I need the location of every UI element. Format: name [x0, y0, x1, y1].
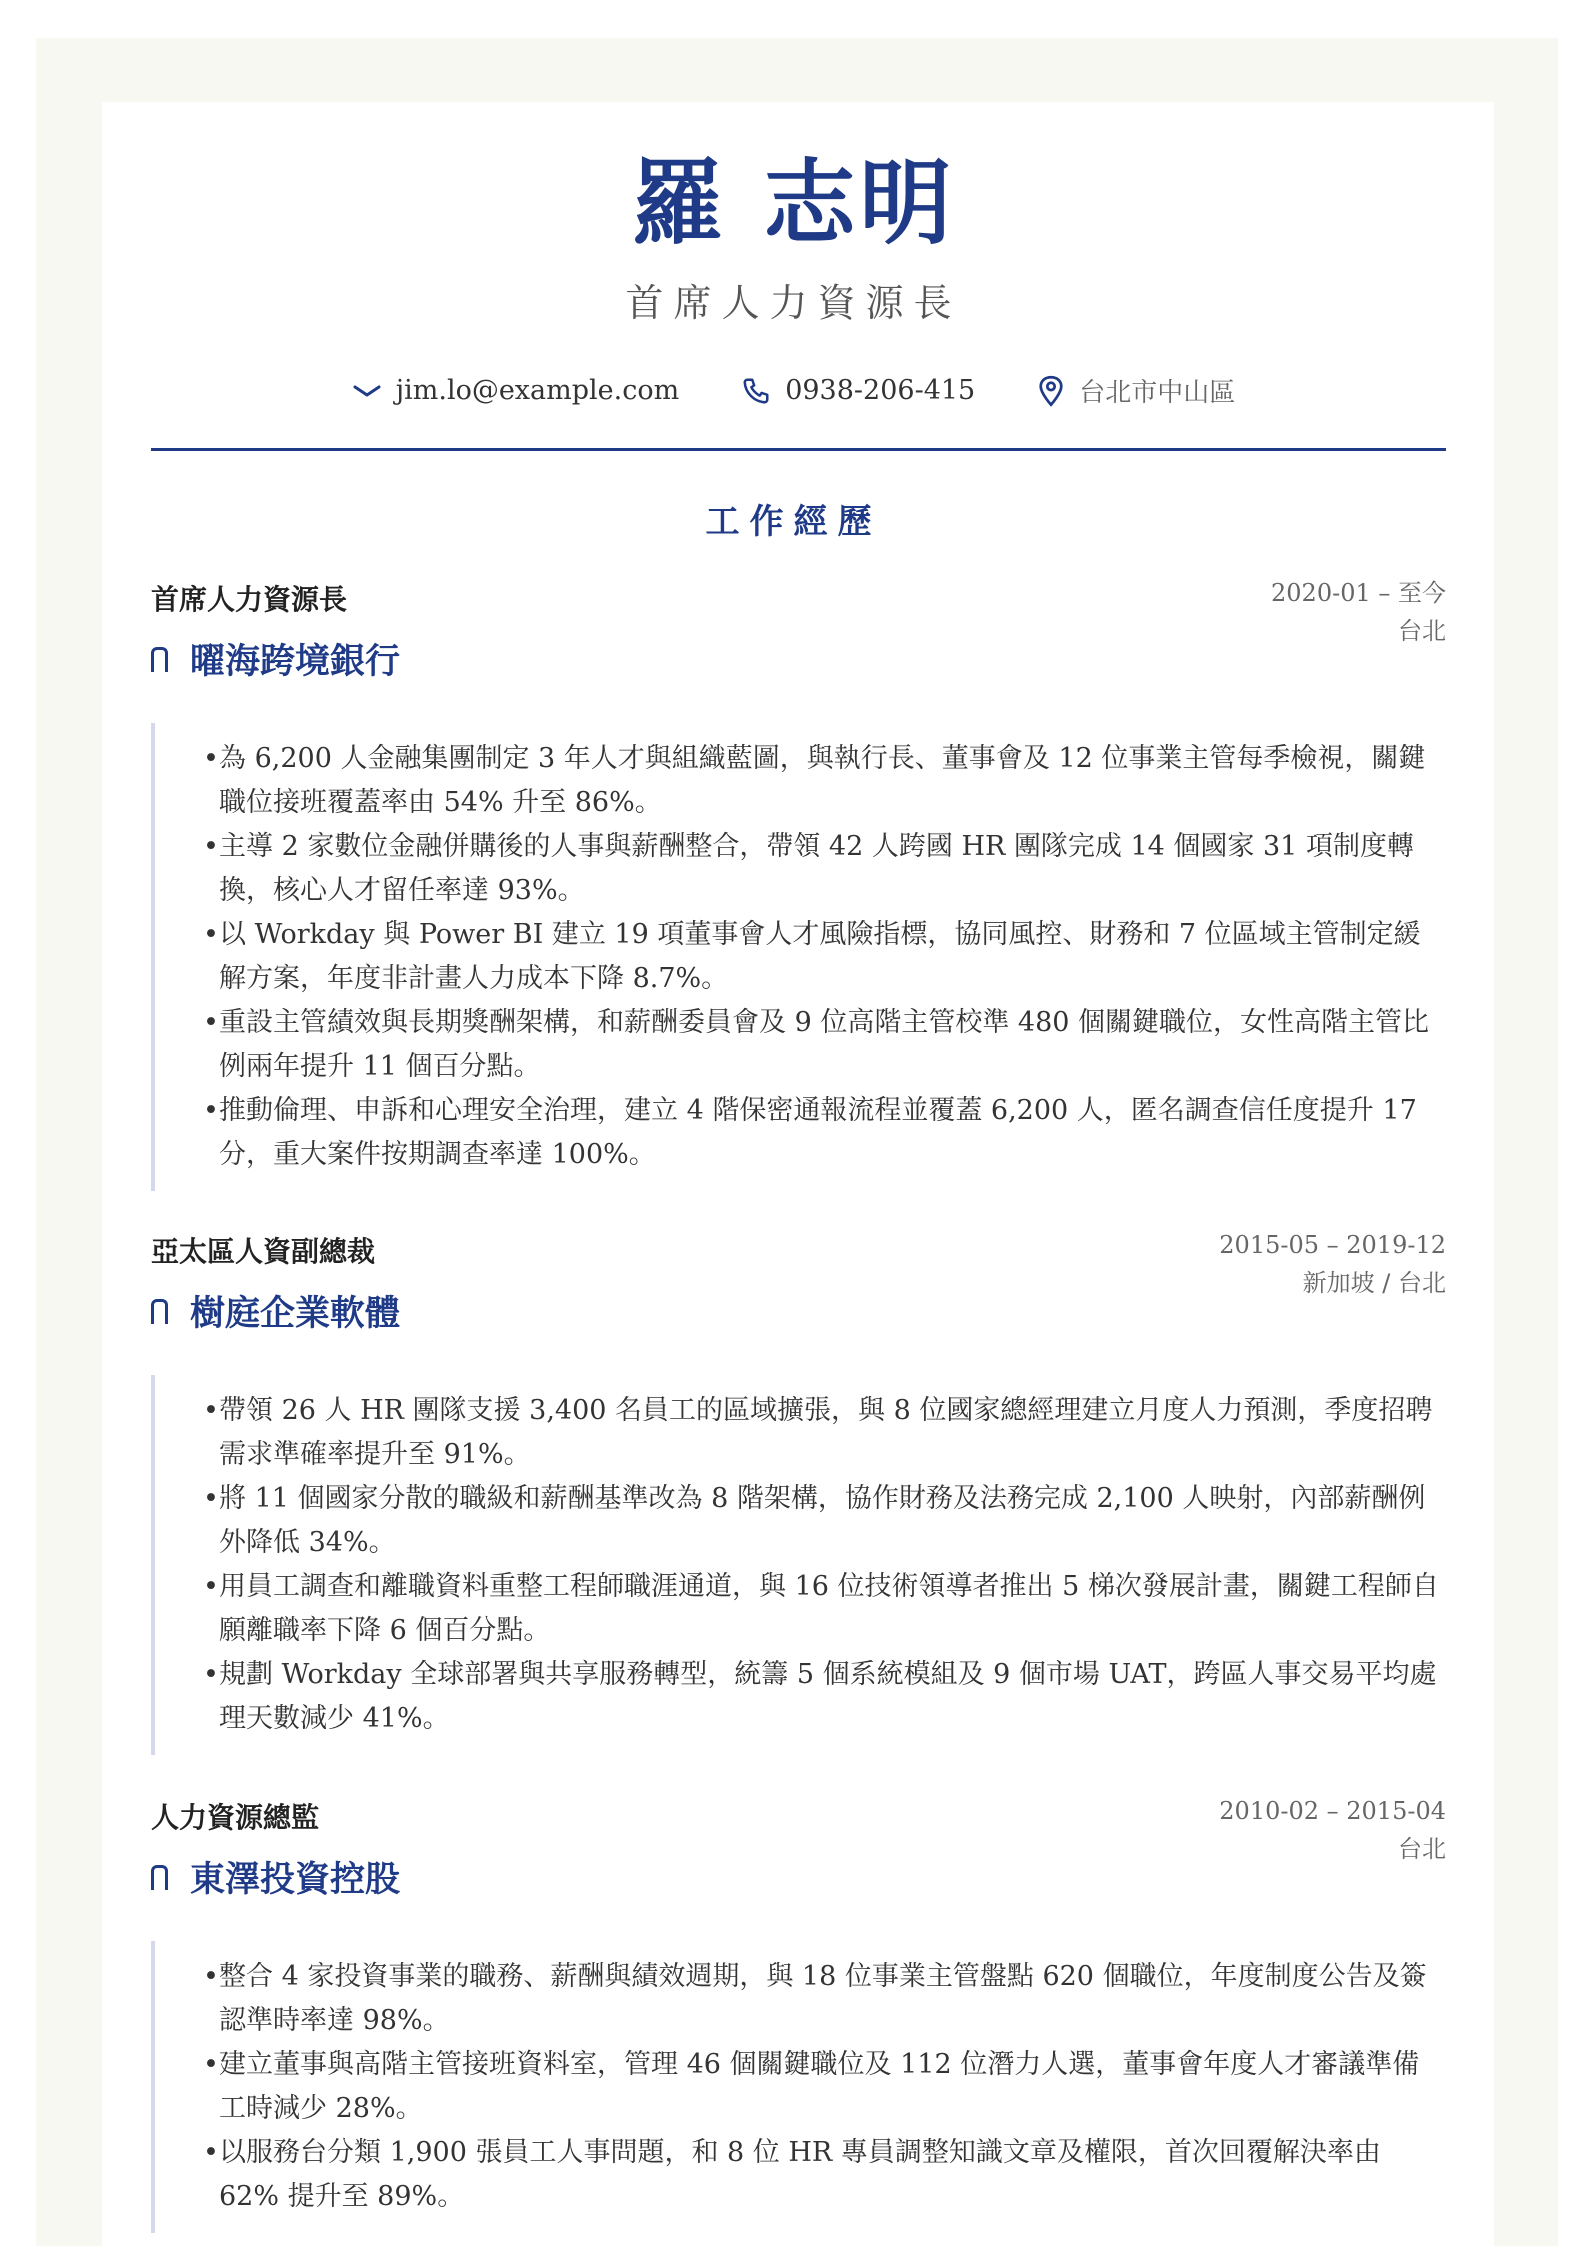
job-meta [1271, 574, 1446, 650]
job-dates: 2020-01 – 至今 [1271, 579, 1446, 607]
experience-section-title: 工作經歷 [705, 502, 882, 542]
job-company [151, 1286, 400, 1336]
bullet-item: • 主導 2 家數位金融併購後的人事與薪酬整合，帶領 42 人跨國 HR 團隊完成 14 個國家 31 項制度轉換，核心人才留任率達 93%。 [203, 825, 1446, 913]
job-meta [1219, 1792, 1446, 1868]
job-role: 亞太區人資副總裁 [151, 1235, 376, 1268]
contact-email[interactable] [352, 375, 679, 406]
job-bullets [151, 1941, 1446, 2233]
job-location: 新加坡 / 台北 [1302, 1269, 1446, 1297]
header-divider [151, 448, 1446, 451]
bullet-item: • 以服務台分類 1,900 張員工人事問題，和 8 位 HR 專員調整知識文章及權限，首次回覆解決率由 62% 提升至 89%。 [203, 2131, 1446, 2219]
bullet-item: • 整合 4 家投資事業的職務、薪酬與績效週期，與 18 位事業主管盤點 620 個職位，年度制度公告及簽認準時率達 98%。 [203, 1955, 1446, 2043]
job-bullets [151, 1375, 1446, 1755]
map-pin-icon [1037, 375, 1065, 407]
company-name: 東澤投資控股 [190, 1860, 401, 1900]
contact-row [0, 372, 1587, 409]
job-role: 人力資源總監 [151, 1801, 320, 1834]
phone-text: 0938-206-415 [785, 375, 976, 406]
contact-location [1037, 372, 1235, 409]
bullet-item: • 將 11 個國家分散的職級和薪酬基準改為 8 階架構，協作財務及法務完成 2,100 人映射，內部薪酬例外降低 34%。 [203, 1477, 1446, 1565]
bullet-item: • 用員工調查和離職資料重整工程師職涯通道，與 16 位技術領導者推出 5 梯次發展計畫，關鍵工程師自願離職率下降 6 個百分點。 [203, 1565, 1446, 1653]
company-name: 樹庭企業軟體 [190, 1294, 401, 1334]
job-meta [1219, 1226, 1446, 1302]
chevron-down-icon [352, 382, 382, 400]
job-company [151, 1852, 400, 1902]
candidate-name: 羅 志明 [631, 150, 956, 257]
bullet-item: • 以 Workday 與 Power BI 建立 19 項董事會人才風險指標，協同風控、財務和 7 位區域主管制定緩解方案，年度非計畫人力成本下降 8.7%。 [203, 913, 1446, 1001]
job-bullets [151, 723, 1446, 1191]
location-text: 台北市中山區 [1079, 378, 1236, 408]
company-name: 曜海跨境銀行 [190, 642, 401, 682]
job-dates: 2015-05 – 2019-12 [1219, 1231, 1446, 1259]
job-location: 台北 [1398, 617, 1446, 645]
candidate-title: 首席人力資源長 [625, 281, 962, 325]
job-location: 台北 [1398, 1835, 1446, 1863]
arch-icon [151, 1865, 168, 1890]
job-company [151, 634, 400, 684]
bullet-item: • 建立董事與高階主管接班資料室，管理 46 個關鍵職位及 112 位潛力人選，董事會年度人才審議準備工時減少 28%。 [203, 2043, 1446, 2131]
bullet-item: • 為 6,200 人金融集團制定 3 年人才與組織藍圖，與執行長、董事會及 12 位事業主管每季檢視，關鍵職位接班覆蓋率由 54% 升至 86%。 [203, 737, 1446, 825]
job-dates: 2010-02 – 2015-04 [1219, 1797, 1446, 1825]
bullet-item: • 推動倫理、申訴和心理安全治理，建立 4 階保密通報流程並覆蓋 6,200 人，匿名調查信任度提升 17 分，重大案件按期調查率達 100%。 [203, 1089, 1446, 1177]
email-text: jim.lo@example.com [395, 375, 680, 406]
arch-icon [151, 1299, 168, 1324]
phone-icon [741, 376, 771, 406]
bullet-item: • 帶領 26 人 HR 團隊支援 3,400 名員工的區域擴張，與 8 位國家總經理建立月度人力預測，季度招聘需求準確率提升至 91%。 [203, 1389, 1446, 1477]
bullet-item: • 規劃 Workday 全球部署與共享服務轉型，統籌 5 個系統模組及 9 個市場 UAT，跨區人事交易平均處理天數減少 41%。 [203, 1653, 1446, 1741]
arch-icon [151, 647, 168, 672]
job-role: 首席人力資源長 [151, 583, 348, 616]
bullet-item: • 重設主管績效與長期獎酬架構，和薪酬委員會及 9 位高階主管校準 480 個關鍵職位，女性高階主管比例兩年提升 11 個百分點。 [203, 1001, 1446, 1089]
contact-phone[interactable] [741, 375, 975, 406]
